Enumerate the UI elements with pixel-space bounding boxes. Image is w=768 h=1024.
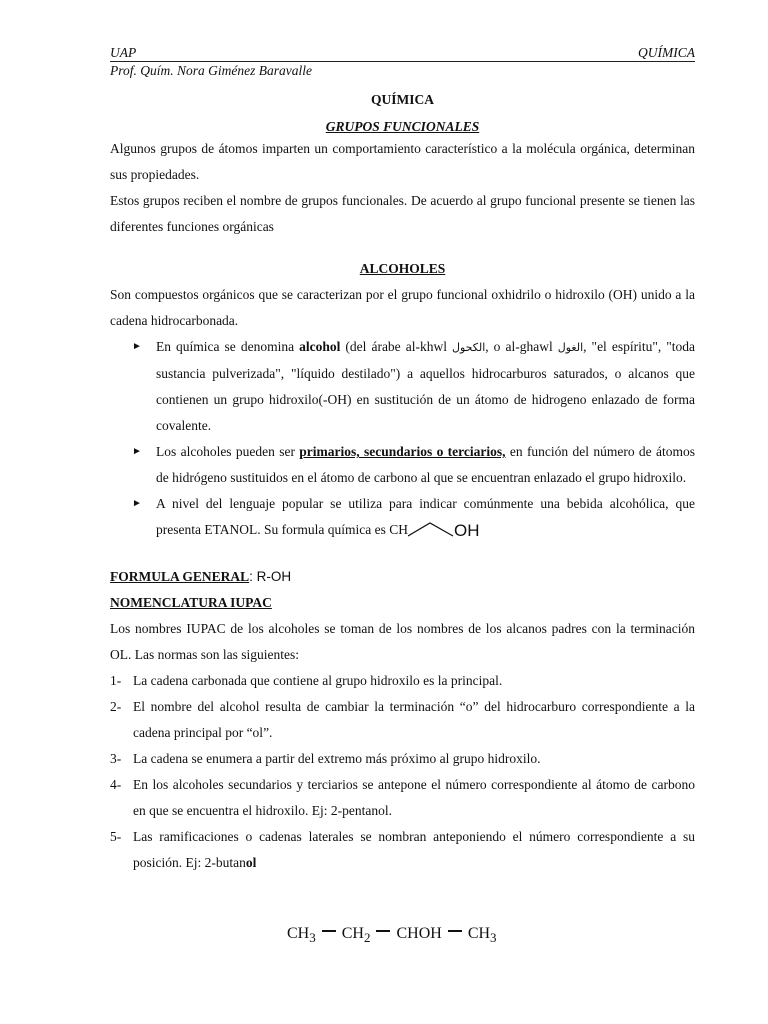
formula-general-value: : R-OH — [249, 568, 292, 584]
chem-bond — [448, 930, 462, 932]
chem-group-ch3-end: $CH_3$ — [467, 925, 497, 945]
section-title-alcoholes: ALCOHOLES — [359, 261, 446, 276]
header-left: UAP — [110, 45, 137, 60]
alcoholes-bullet-list — [110, 334, 695, 544]
bullet-arrow-icon: ► — [132, 341, 142, 352]
nomenclatura-intro: Los nombres IUPAC de los alcoholes se toman de los nombres de los alcanos padres con la terminación OL. Las normas son las siguientes: — [110, 620, 695, 662]
page-header — [110, 44, 695, 62]
ethanol-structure: OH — [408, 518, 480, 544]
rule-item: 4- En los alcoholes secundarios y terciarios se antepone el número correspondiente al átomo de carbono en que se encuentra el hidroxilo. Ej: 2-pentanol. — [110, 776, 695, 818]
document-title: QUÍMICA — [371, 92, 434, 107]
rule-item: 1- La cadena carbonada que contiene al grupo hidroxilo es la principal. — [110, 672, 503, 688]
nomenclatura-title: NOMENCLATURA IUPAC — [110, 594, 272, 610]
bullet-item: ► En química se denomina alcohol (del árabe al-khwl الكحول, o al-ghawl الغول, "el espíritu", "toda sustancia pulverizada", "líquido destilado") a aquellos hidrocarburos saturados, o alcanos que contienen un grupo hidroxilo(-OH) en sustitución de un átomo de hidrogeno enlazado de forma covalente. — [110, 334, 695, 439]
rule-item: 5- Las ramificaciones o cadenas laterales se nombran anteponiendo el número correspondiente a su posición. Ej: 2-butanol — [110, 828, 695, 870]
document-page — [110, 44, 695, 876]
bullet-arrow-icon: ► — [132, 498, 142, 509]
alcoholes-definition: Son compuestos orgánicos que se caracterizan por el grupo funcional oxhidrilo o hidroxilo (OH) unido a la cadena hidrocarbonada. — [110, 287, 695, 328]
chem-group-choh: CHOH — [396, 925, 442, 942]
nomenclatura-rules — [110, 668, 695, 876]
ethanol-bond-lines — [408, 521, 456, 541]
intro-paragraph-2: Estos grupos reciben el nombre de grupos funcionales. De acuerdo al grupo funcional presente se tienen las diferentes funciones orgánicas — [110, 193, 695, 234]
rule-item: 2- El nombre del alcohol resulta de cambiar la terminación “o” del hidrocarburo correspondiente a la cadena principal por “ol”. — [110, 698, 695, 740]
rule-item: 3- La cadena se enumera a partir del extremo más próximo al grupo hidroxilo. — [110, 750, 541, 766]
chem-bond — [322, 930, 336, 932]
bullet-item: ► Los alcoholes pueden ser primarios, secundarios o terciarios, en función del número de átomos de hidrógeno sustituidos en el átomo de carbono al que se encuentran enlazado el grupo hidroxilo. — [110, 439, 695, 491]
header-author: Prof. Quím. Nora Giménez Baravalle — [110, 63, 312, 78]
formula-general-label: FORMULA GENERAL — [110, 568, 250, 584]
bullet-arrow-icon: ► — [132, 446, 142, 457]
chem-group-ch3: $CH_3$ — [287, 925, 316, 945]
chem-group-ch2: $CH_2$ — [341, 925, 371, 945]
document-subtitle: GRUPOS FUNCIONALES — [325, 119, 480, 134]
chem-bond — [376, 930, 390, 932]
header-right: QUÍMICA — [638, 45, 695, 60]
bullet-item: ► A nivel del lenguaje popular se utiliza para indicar comúnmente una bebida alcohólica, que presenta ETANOL. Su formula química es CH OH — [110, 491, 695, 544]
intro-paragraph-1: Algunos grupos de átomos imparten un comportamiento característico a la molécula orgánica, determinan sus propiedades. — [110, 141, 695, 182]
formula-general-line — [110, 564, 695, 590]
butanol-condensed-formula — [287, 925, 497, 943]
